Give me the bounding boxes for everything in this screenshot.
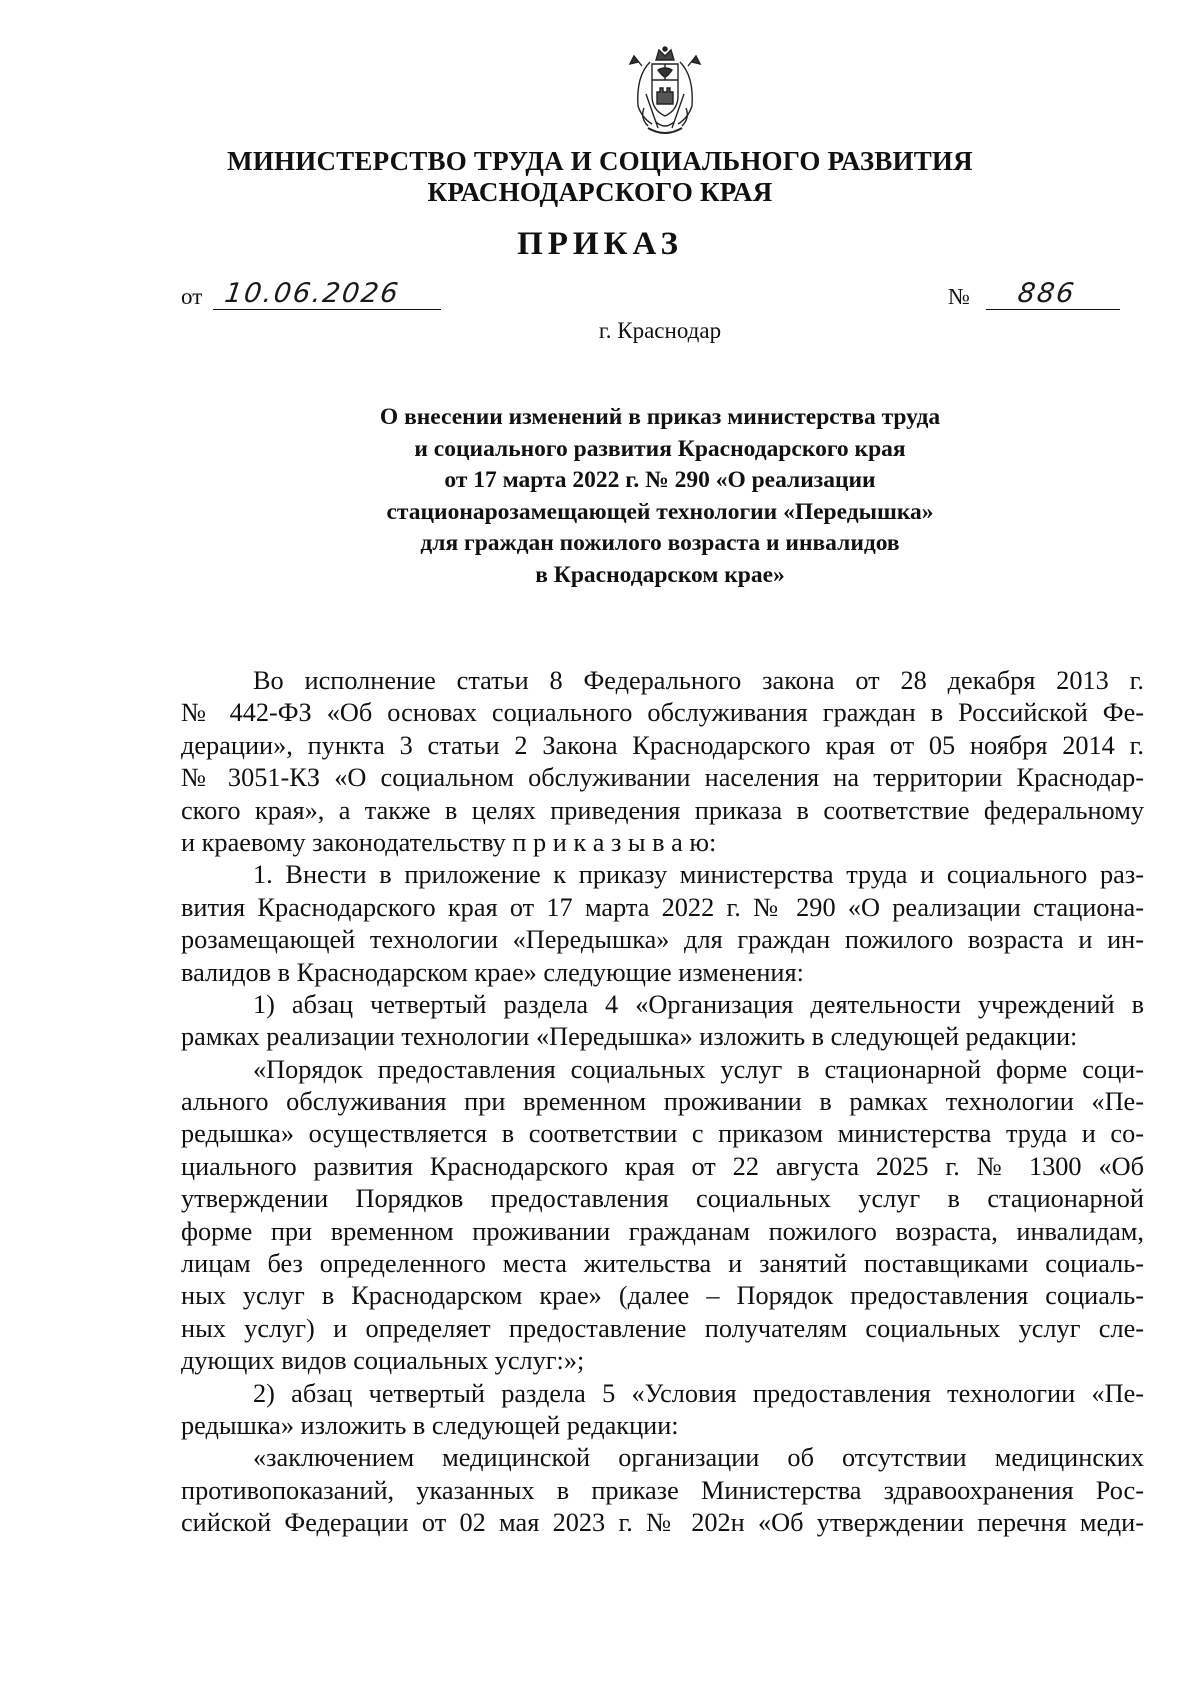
body-line: форме при временном проживании гражданам пожилого возраста, инвалидам,: [181, 1216, 1144, 1246]
body-line: редышка» осуществляется в соответствии с приказом министерства труда и со-: [181, 1119, 1144, 1149]
body-line: ных услуг в Краснодарском крае» (далее – Порядок предоставления социаль-: [181, 1281, 1144, 1311]
body-line: дерации», пункта 3 статьи 2 Закона Краснодарского края от 05 ноября 2014 г.: [181, 730, 1144, 760]
date-underline: [213, 273, 441, 310]
body-line: рамках реализации технологии «Передышка» изложить в следующей редакции:: [181, 1022, 1078, 1052]
title-line: для граждан пожилого возраста и инвалидов: [420, 530, 900, 556]
body-line: «Порядок предоставления социальных услуг в стационарной форме соци-: [253, 1054, 1144, 1084]
body-line: утверждении Порядков предоставления социальных услуг в стационарной: [181, 1184, 1144, 1214]
body-line: Во исполнение статьи 8 Федерального закона от 28 декабря 2013 г.: [253, 666, 1144, 695]
body-line: 2) абзац четвертый раздела 5 «Условия предоставления технологии «Пе-: [253, 1378, 1144, 1408]
date-prefix: от: [181, 284, 203, 309]
document-body: [181, 665, 1144, 1540]
coat-of-arms-icon: [628, 46, 702, 140]
body-line: 1) абзац четвертый раздела 4 «Организация деятельности учреждений в: [253, 989, 1144, 1019]
title-line: О внесении изменений в приказ министерства труда: [379, 404, 941, 430]
date-handwritten: 10.06.2026: [222, 278, 402, 309]
ministry-name-line-2: КРАСНОДАРСКОГО КРАЯ: [427, 177, 773, 207]
number-prefix: №: [948, 284, 970, 309]
body-line: «заключением медицинской организации об отсутствии медицинских: [253, 1443, 1144, 1473]
body-line: розамещающей технологии «Передышка» для граждан пожилого возраста и ин-: [181, 925, 1144, 955]
title-line: от 17 марта 2022 г. № 290 «О реализации: [444, 467, 876, 493]
date-field: [181, 276, 441, 316]
body-line: лицам без определенного места жительства и занятий поставщиками социаль-: [181, 1249, 1144, 1279]
body-line: сийской Федерации от 02 мая 2023 г. № 202н «Об утверждении перечня меди-: [181, 1508, 1144, 1538]
title-line: в Краснодарском крае»: [535, 561, 785, 588]
body-line: циального развития Краснодарского края от 22 августа 2025 г. № 1300 «Об: [181, 1151, 1144, 1181]
body-line: ального обслуживания при временном проживании в рамках технологии «Пе-: [181, 1087, 1144, 1117]
body-line: вития Краснодарского края от 17 марта 2022 г. № 290 «О реализации стациона-: [181, 892, 1144, 922]
city: г. Краснодар: [598, 318, 722, 343]
body-line: дующих видов социальных услуг:»;: [181, 1346, 585, 1376]
title-line: и социального развития Краснодарского края: [414, 435, 906, 462]
body-line: 1. Внести в приложение к приказу министерства труда и социального раз-: [253, 860, 1144, 890]
body-line: и краевому законодательству п р и к а з ы в а ю:: [181, 827, 717, 857]
document-type: ПРИКАЗ: [517, 226, 683, 262]
number-underline: [986, 273, 1120, 310]
body-line: редышка» изложить в следующей редакции:: [181, 1410, 679, 1440]
document-title: [300, 402, 1020, 591]
number-field: [948, 276, 1120, 316]
ministry-name-line-1: МИНИСТЕРСТВО ТРУДА И СОЦИАЛЬНОГО РАЗВИТИЯ: [227, 146, 973, 176]
body-line: № 442-ФЗ «Об основах социального обслуживания граждан в Российской Фе-: [181, 698, 1144, 728]
ministry-name: [0, 146, 1200, 208]
body-line: противопоказаний, указанных в приказе Министерства здравоохранения Рос-: [181, 1475, 1144, 1505]
body-line: ского края», а также в целях приведения приказа в соответствие федеральному: [181, 795, 1144, 825]
title-line: стационарозамещающей технологии «Передышка»: [386, 498, 934, 525]
body-line: ных услуг) и определяет предоставление получателям социальных услуг сле-: [181, 1313, 1144, 1343]
number-handwritten: 886: [1015, 278, 1078, 309]
body-line: № 3051-КЗ «О социальном обслуживании населения на территории Краснодар-: [181, 763, 1144, 793]
body-line: валидов в Краснодарском крае» следующие изменения:: [181, 957, 804, 987]
